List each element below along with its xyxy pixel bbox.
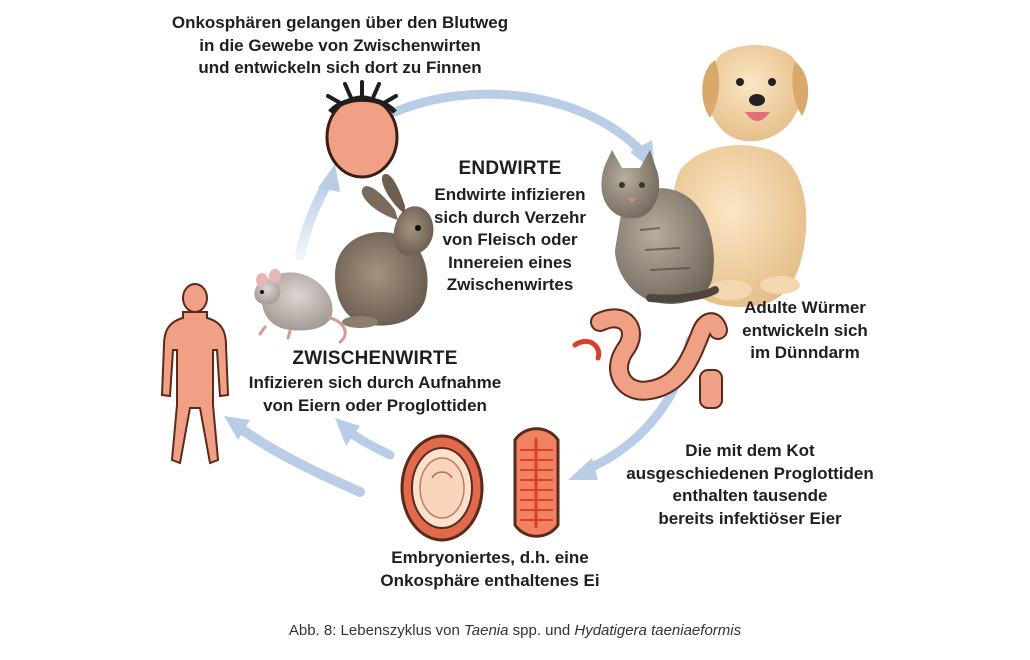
label-endwirte: [410, 184, 610, 297]
ei-line-2: Onkosphäre enthaltenes Ei: [380, 570, 600, 590]
adulte-line-3: im Dünndarm: [750, 343, 860, 363]
finne-icon: [327, 82, 397, 177]
endwirte-line-3: von Fleisch oder: [442, 230, 578, 250]
human-silhouette-icon: [162, 284, 228, 463]
zwischenwirte-line-1: Infizieren sich durch Aufnahme: [248, 373, 502, 392]
onkosphaeren-line-1: Onkosphären gelangen über den Blutweg: [171, 13, 509, 32]
adulte-line-2: entwickeln sich: [742, 320, 868, 340]
proglottiden-line-3: enthalten tausende: [672, 486, 828, 506]
caption-middle: spp. und: [508, 622, 575, 639]
proglottiden-line-1: Die mit dem Kot: [685, 441, 815, 460]
arrow-egg-to-zwischenwirte: [350, 432, 390, 455]
proglottiden-line-4: bereits infektiöser Eier: [658, 508, 842, 528]
arrow-egg-to-human: [240, 428, 360, 492]
arrowhead-eggs: [568, 458, 598, 480]
endwirte-line-5: Zwischenwirtes: [446, 275, 574, 295]
caption-genus: Taenia: [463, 622, 509, 639]
caption-species: Hydatigera taeniaeformis: [574, 622, 742, 639]
endwirte-title: ENDWIRTE: [458, 158, 562, 179]
arrowhead-finne: [318, 164, 340, 192]
figure-caption: [0, 622, 1030, 639]
endwirte-line-1: Endwirte infizieren: [434, 185, 586, 204]
arrow-hosts-to-finne: [300, 182, 328, 255]
label-onkosphaeren: [120, 12, 560, 80]
endwirte-line-4: Innereien eines: [448, 252, 572, 272]
endwirte-line-2: sich durch Verzehr: [433, 207, 587, 227]
zwischenwirte-title: ZWISCHENWIRTE: [292, 348, 458, 369]
onkosphaeren-line-2: in die Gewebe von Zwischenwirten: [199, 35, 481, 55]
label-ei: [340, 547, 640, 592]
proglottid-icon: [515, 429, 558, 537]
arrow-finne-to-endwirte: [395, 94, 640, 150]
adulte-line-1: Adulte Würmer: [744, 298, 866, 317]
ei-line-1: Embryoniertes, d.h. eine: [391, 548, 589, 567]
label-proglottiden: [600, 440, 900, 530]
label-zwischenwirte: [220, 372, 530, 417]
caption-prefix: Abb. 8: Lebenszyklus von: [288, 622, 464, 639]
zwischenwirte-line-2: von Eiern oder Proglottiden: [263, 395, 487, 415]
rat-icon: [254, 269, 345, 342]
label-adulte: [720, 297, 890, 365]
proglottiden-line-2: ausgeschiedenen Proglottiden: [626, 463, 874, 483]
onkosphaeren-line-3: und entwickeln sich dort zu Finnen: [198, 58, 482, 78]
egg-icon: [402, 436, 482, 540]
tapeworm-icon: [575, 318, 722, 408]
